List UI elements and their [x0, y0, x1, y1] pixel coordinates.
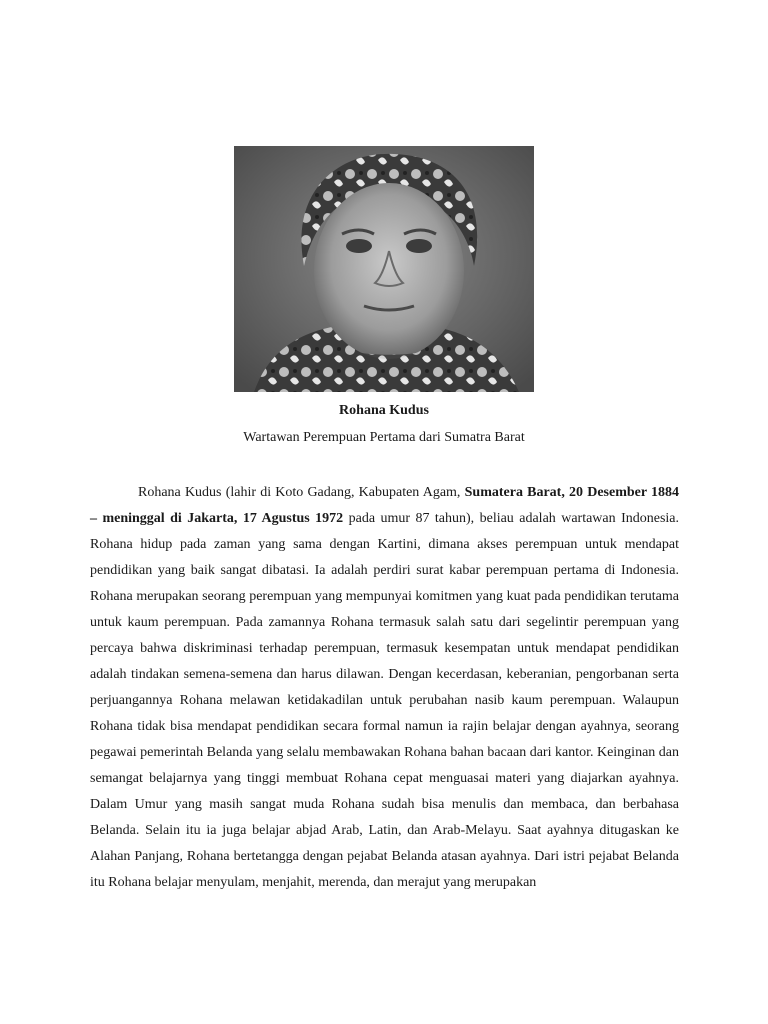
paragraph-part-1: Rohana Kudus (lahir di Koto Gadang, Kabupaten Agam,	[138, 485, 465, 500]
portrait-icon	[234, 146, 534, 392]
paragraph-bold-dates: Sumatera Barat, 20 Desember 1884 – meninggal di Jakarta, 17 Agustus 1972	[90, 485, 680, 526]
portrait-photo	[234, 146, 534, 392]
paragraph-text	[90, 480, 679, 896]
body-paragraph	[90, 480, 679, 896]
caption-subtitle: Wartawan Perempuan Pertama dari Sumatra Barat	[243, 430, 525, 445]
caption-title: Rohana Kudus	[339, 403, 429, 418]
paragraph-part-2: pada umur 87 tahun), beliau adalah wartawan Indonesia. Rohana hidup pada zaman yang sama dengan Kartini, dimana akses perempuan untuk mendapat pendidikan yang baik sangat dibatasi. Ia adalah perdiri surat kabar perempuan pertama di Indonesia. Rohana merupakan seorang perempuan yang mempunyai komitmen yang kuat pada pendidikan terutama untuk kaum perempuan. Pada zamannya Rohana termasuk salah satu dari segelintir perempuan yang percaya bahwa diskriminasi terhadap perempuan, termasuk kesempatan untuk mendapat pendidikan adalah tindakan semena-semena dan harus dilawan. Dengan kecerdasan, keberanian, pengorbanan serta perjuangannya Rohana melawan ketidakadilan untuk perubahan nasib kaum perempuan. Walaupun Rohana tidak bisa mendapat pendidikan secara formal namun ia rajin belajar dengan ayahnya, seorang pegawai pemerintah Belanda yang selalu membawakan Rohana bahan bacaan dari kantor. Keinginan dan semangat belajarnya yang tinggi membuat Rohana cepat menguasai materi yang diajarkan ayahnya. Dalam Umur yang masih sangat muda Rohana sudah bisa menulis dan membaca, dan berbahasa Belanda. Selain itu ia juga belajar abjad Arab, Latin, dan Arab-Melayu. Saat ayahnya ditugaskan ke Alahan Panjang, Rohana bertetangga dengan pejabat Belanda atasan ayahnya. Dari istri pejabat Belanda itu Rohana belajar menyulam, menjahit, merenda, dan merajut yang merupakan	[90, 511, 679, 890]
